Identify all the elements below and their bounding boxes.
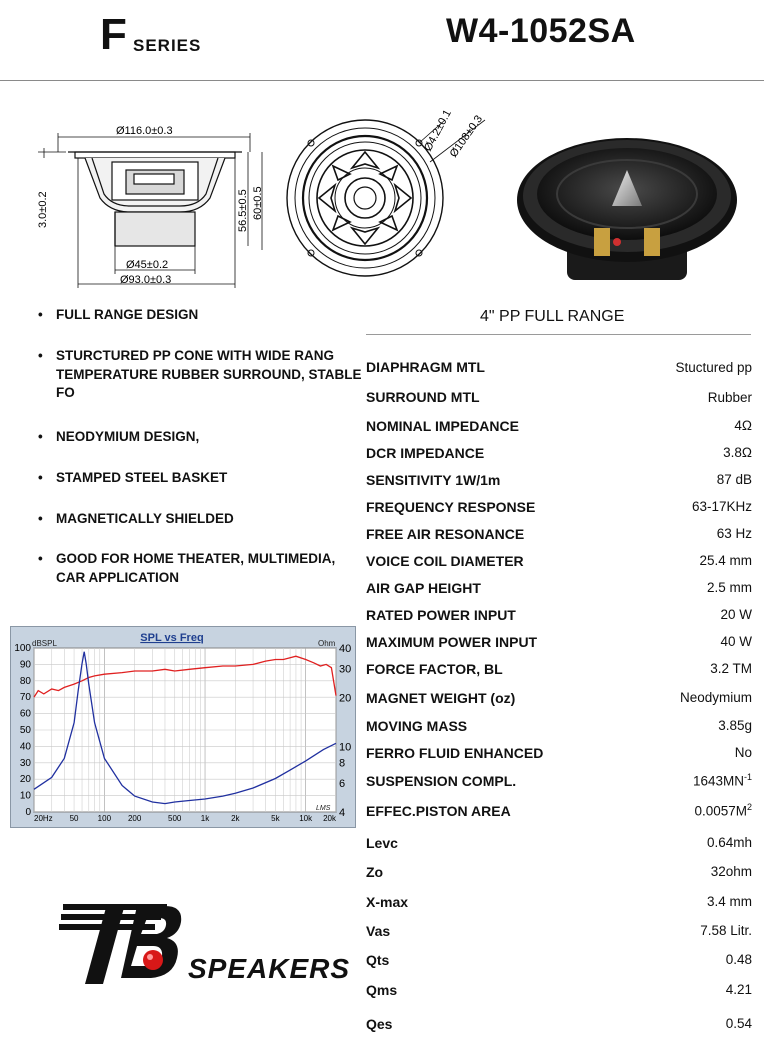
dim-outer: Ø116.0±0.3 bbox=[116, 125, 173, 137]
x-tick-label: 2k bbox=[231, 814, 240, 823]
spec-label: Zo bbox=[366, 864, 384, 880]
spec-label: DIAPHRAGM MTL bbox=[366, 359, 485, 375]
bullet-icon: • bbox=[38, 551, 43, 566]
feature-item: • MAGNETICALLY SHIELDED bbox=[38, 510, 368, 529]
series-letter: F bbox=[100, 10, 127, 59]
y-tick-label: 30 bbox=[19, 757, 31, 769]
y2-tick-label: 6 bbox=[339, 778, 346, 791]
spec-value: 0.64mh bbox=[706, 835, 752, 850]
y-tick-label: 20 bbox=[19, 774, 31, 786]
dim-height-flange: 3.0±0.2 bbox=[37, 191, 49, 228]
speaker-photo bbox=[512, 130, 740, 300]
spec-value: 7.58 Litr. bbox=[700, 923, 752, 938]
spec-value: No bbox=[734, 745, 752, 760]
spec-value: 32ohm bbox=[710, 864, 752, 879]
y-tick-label: 70 bbox=[19, 692, 31, 704]
spec-value: 2.5 mm bbox=[706, 580, 752, 595]
spec-label: AIR GAP HEIGHT bbox=[366, 580, 481, 596]
spec-label: SENSITIVITY 1W/1m bbox=[366, 472, 501, 488]
x-tick-label: 500 bbox=[168, 814, 182, 823]
spec-label: VOICE COIL DIAMETER bbox=[366, 553, 524, 569]
side-view-drawing bbox=[30, 100, 280, 300]
dim-magnet: Ø45±0.2 bbox=[126, 259, 169, 271]
y2-tick-label: 4 bbox=[339, 807, 346, 819]
front-view-drawing bbox=[280, 90, 510, 300]
spec-divider bbox=[366, 334, 751, 335]
y2-tick-label: 40 bbox=[339, 643, 352, 655]
spec-value: 3.85g bbox=[718, 718, 752, 733]
spec-label: Qes bbox=[366, 1016, 393, 1032]
spec-label: FREQUENCY RESPONSE bbox=[366, 499, 536, 515]
spec-label: X-max bbox=[366, 894, 409, 910]
chart-title: SPL vs Freq bbox=[140, 632, 204, 644]
spec-value: $1643MN^{-1}$ bbox=[692, 772, 752, 789]
x-tick-label: 1k bbox=[200, 814, 210, 823]
dim-height-body: 56.5±0.5 bbox=[237, 189, 249, 232]
feature-item: • STAMPED STEEL BASKET bbox=[38, 469, 368, 488]
dim-hole: Ø4.2±0.1 bbox=[422, 107, 454, 154]
spec-value: Rubber bbox=[707, 390, 752, 405]
y-tick-label: 100 bbox=[14, 643, 31, 654]
spec-value: Neodymium bbox=[679, 690, 752, 705]
spec-value: 63 Hz bbox=[716, 526, 752, 541]
spec-label: RATED POWER INPUT bbox=[366, 607, 516, 623]
y-tick-label: 90 bbox=[19, 659, 31, 671]
y-tick-label: 80 bbox=[19, 675, 31, 687]
bullet-icon: • bbox=[38, 429, 43, 444]
x-tick-label: 10k bbox=[299, 814, 313, 823]
spec-label: EFFEC.PISTON AREA bbox=[366, 803, 511, 819]
spec-label: Vas bbox=[366, 923, 391, 939]
spec-label: SURROUND MTL bbox=[366, 389, 480, 405]
spec-label: FERRO FLUID ENHANCED bbox=[366, 745, 544, 761]
spec-value: 3.4 mm bbox=[706, 894, 752, 909]
y2-tick-label: 20 bbox=[339, 692, 352, 705]
spec-value: 0.54 bbox=[725, 1016, 752, 1031]
bullet-icon: • bbox=[38, 511, 43, 526]
spec-value: Stuctured pp bbox=[675, 360, 752, 375]
spec-label: Levc bbox=[366, 835, 398, 851]
dim-mount: Ø93.0±0.3 bbox=[120, 274, 172, 286]
x-tick-label: 200 bbox=[127, 814, 142, 823]
spec-label: DCR IMPEDANCE bbox=[366, 445, 485, 461]
x-tick-label: 20k bbox=[323, 814, 336, 823]
spec-label: NOMINAL IMPEDANCE bbox=[366, 418, 519, 434]
y2-axis-label: Ohm bbox=[318, 639, 336, 648]
y2-tick-label: 30 bbox=[339, 663, 352, 676]
spec-value: 0.48 bbox=[725, 952, 752, 967]
brand-speakers: SPEAKERS bbox=[188, 953, 351, 984]
y-tick-label: 60 bbox=[19, 708, 31, 720]
corner-note: LMS bbox=[316, 805, 331, 812]
series-word: SERIES bbox=[133, 36, 202, 55]
tb-logo bbox=[55, 898, 195, 990]
spec-value: 63-17KHz bbox=[691, 499, 752, 514]
spec-value: 4Ω bbox=[734, 418, 752, 433]
spec-value: 3.2 TM bbox=[710, 661, 752, 676]
x-tick-label: 20Hz bbox=[34, 814, 53, 823]
spec-label: Qms bbox=[366, 982, 398, 998]
spec-label: SUSPENSION COMPL. bbox=[366, 773, 517, 789]
spec-label: FREE AIR RESONANCE bbox=[366, 526, 525, 542]
dim-height-total: 60±0.5 bbox=[252, 186, 264, 220]
spec-value: 87 dB bbox=[716, 472, 752, 487]
x-tick-label: 50 bbox=[69, 814, 79, 823]
model-number: W4-1052SA bbox=[446, 12, 636, 50]
y-tick-label: 50 bbox=[19, 725, 31, 736]
y2-tick-label: 8 bbox=[339, 757, 346, 770]
y-tick-label: 0 bbox=[25, 807, 31, 818]
header-divider bbox=[0, 80, 764, 81]
spec-label: MAGNET WEIGHT (oz) bbox=[366, 690, 516, 706]
y2-tick-label: 10 bbox=[339, 741, 352, 754]
dim-pcd: Ø108±0.3 bbox=[447, 113, 486, 160]
y-tick-label: 40 bbox=[19, 741, 31, 753]
spec-value: 4.21 bbox=[725, 982, 752, 997]
bullet-icon: • bbox=[38, 470, 43, 485]
spec-value: $0.0057M^2$ bbox=[694, 802, 752, 819]
y-axis-label: dBSPL bbox=[32, 639, 57, 648]
bullet-icon: • bbox=[38, 307, 43, 322]
bullet-icon: • bbox=[38, 348, 43, 363]
x-tick-label: 100 bbox=[97, 814, 112, 823]
feature-item: • GOOD FOR HOME THEATER, MULTIMEDIA, CAR APPLICATION bbox=[38, 551, 336, 585]
spec-value: 3.8Ω bbox=[723, 445, 752, 460]
spec-label: FORCE FACTOR, BL bbox=[366, 661, 503, 677]
spec-label: Qts bbox=[366, 952, 390, 968]
product-title: 4" PP FULL RANGE bbox=[480, 308, 625, 325]
spec-value: 25.4 mm bbox=[699, 553, 752, 568]
x-tick-label: 5k bbox=[271, 814, 280, 823]
spl-vs-freq-chart bbox=[10, 626, 356, 828]
feature-item: • FULL RANGE DESIGN bbox=[38, 306, 368, 325]
spec-label: MAXIMUM POWER INPUT bbox=[366, 634, 538, 650]
spec-value: 20 W bbox=[720, 607, 752, 622]
spec-value: 40 W bbox=[720, 634, 752, 649]
feature-item: • NEODYMIUM DESIGN, bbox=[38, 428, 368, 447]
y-tick-label: 10 bbox=[19, 790, 31, 802]
spec-label: MOVING MASS bbox=[366, 718, 468, 734]
feature-item: • STURCTURED PP CONE WITH WIDE RANG TEMPERATURE RUBBER SURROUND, STABLE FO bbox=[38, 348, 362, 400]
